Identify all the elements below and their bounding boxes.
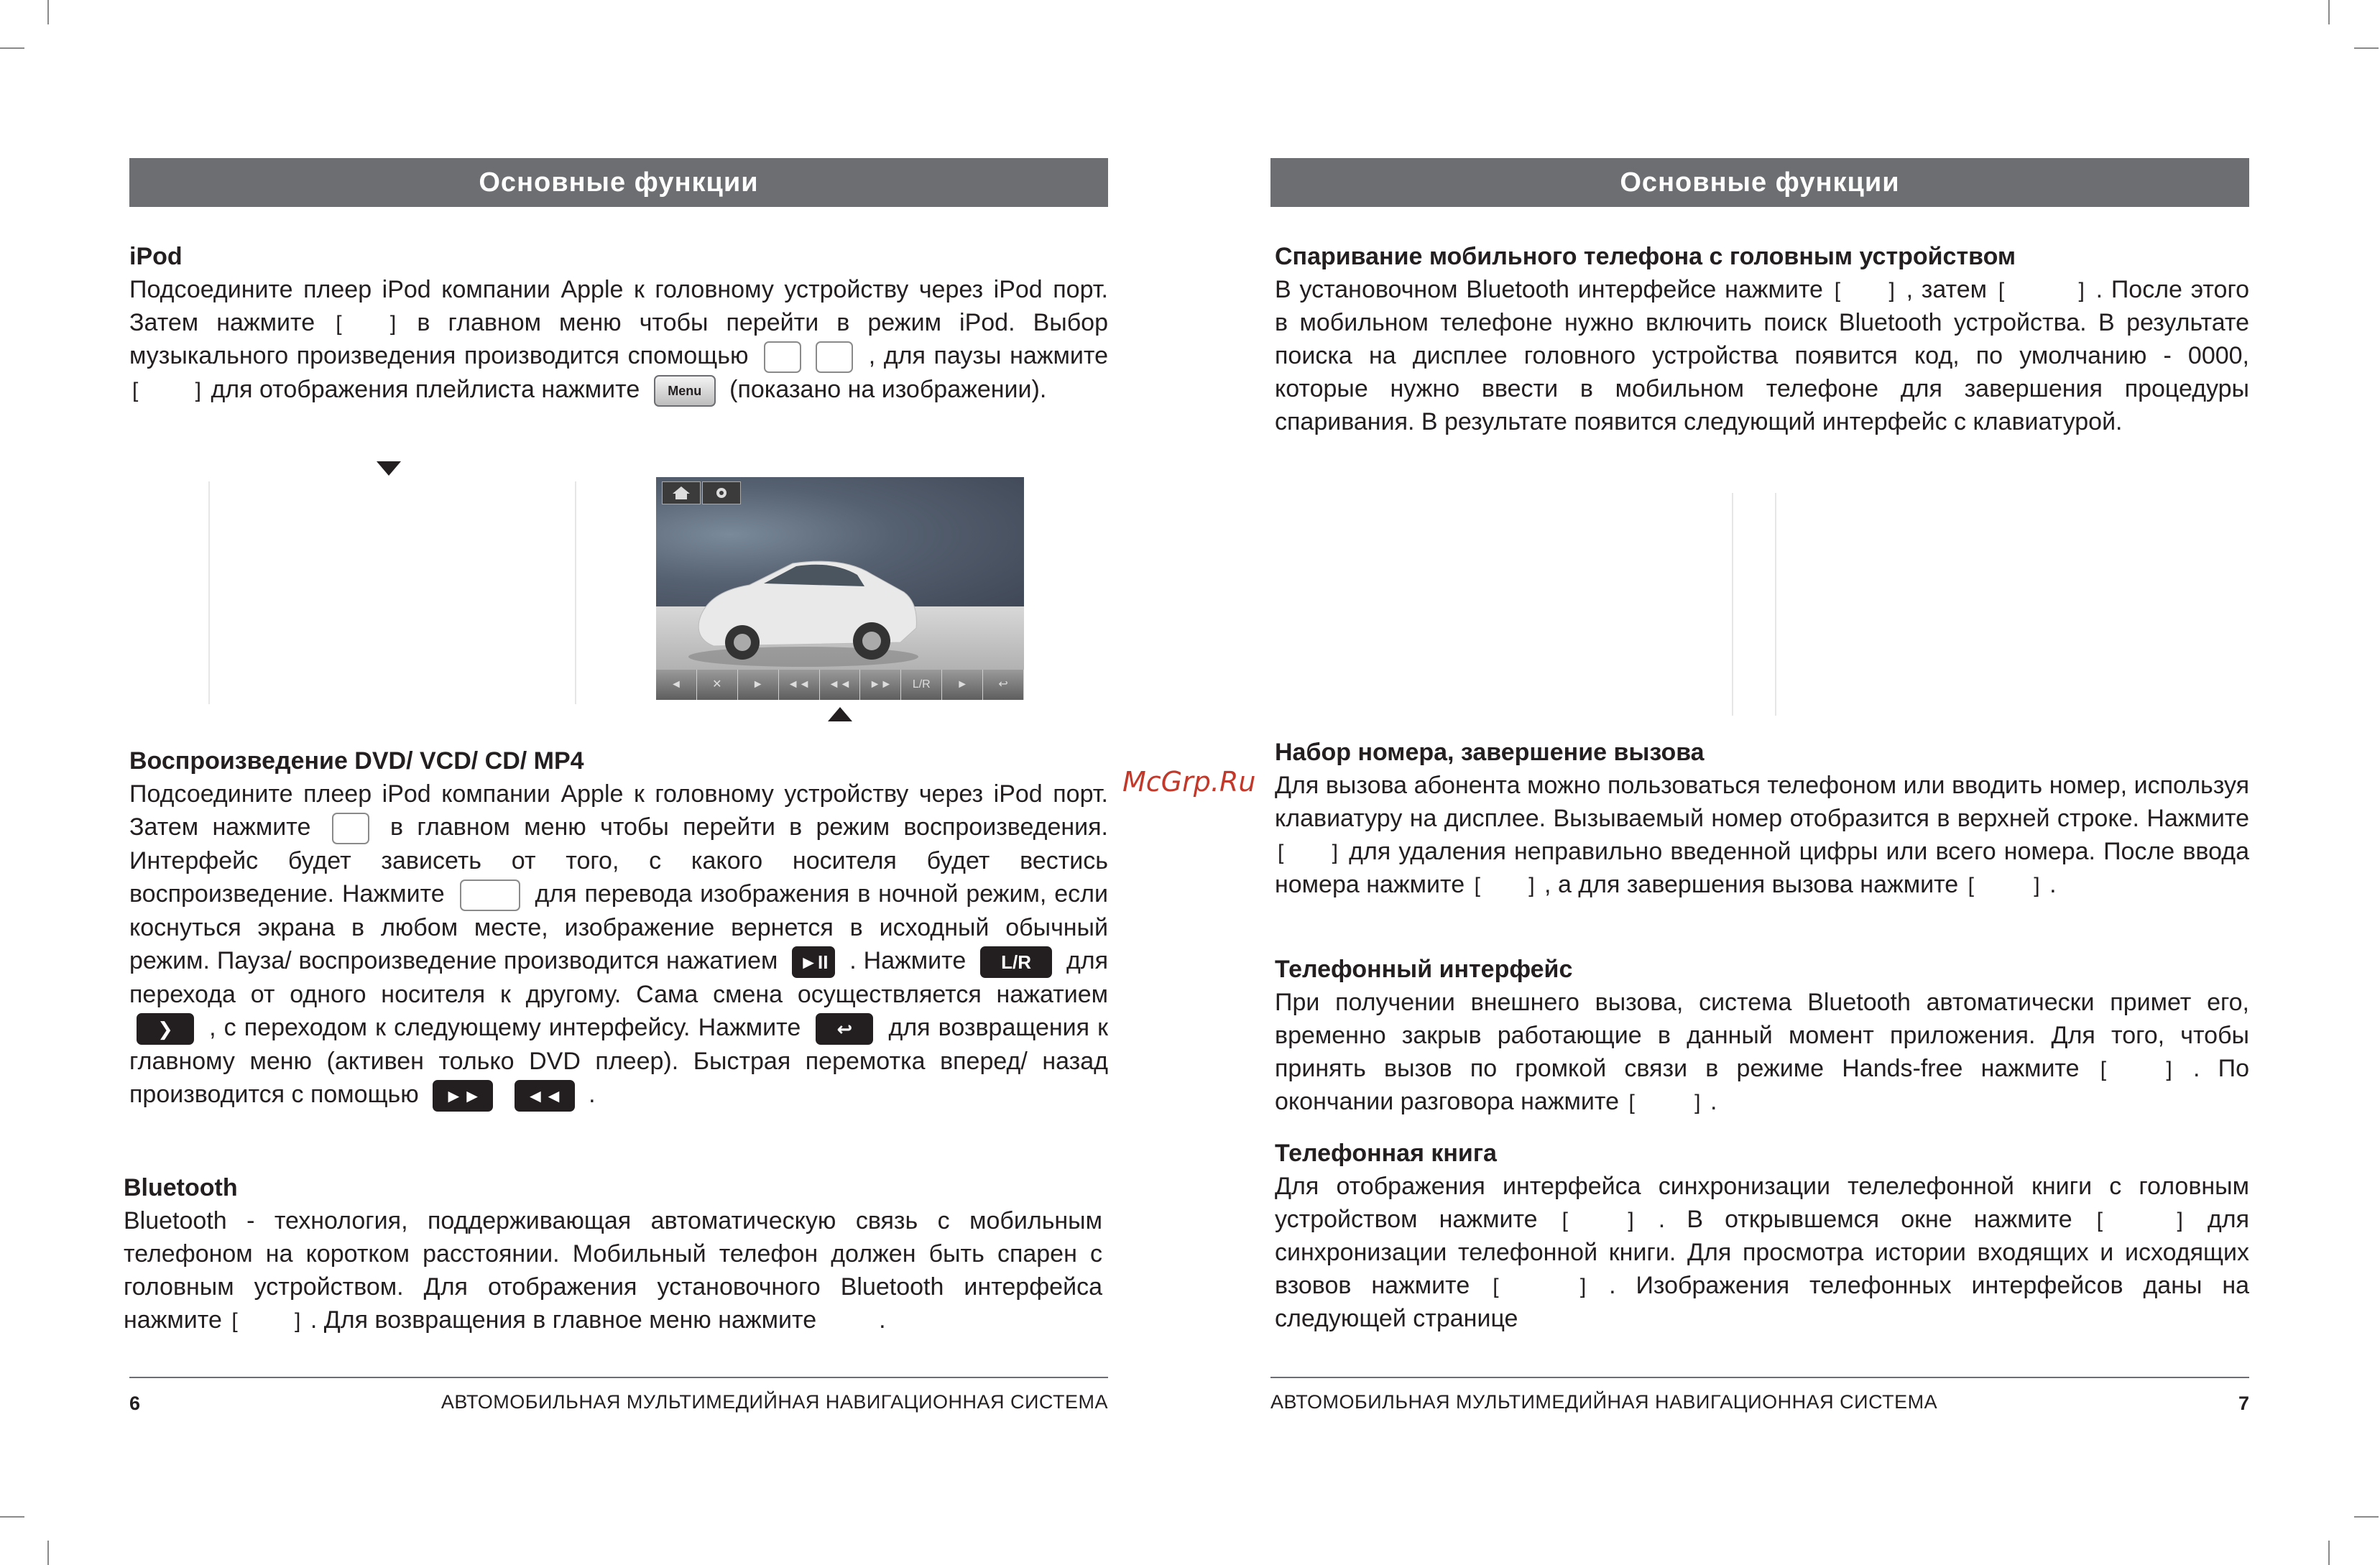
toolbar-button: ↩ bbox=[983, 670, 1024, 700]
next-key-icon: ❯ bbox=[137, 1013, 194, 1045]
text-run: . В открывшемся окне нажмите bbox=[1658, 1206, 2072, 1233]
crop-mark bbox=[2328, 0, 2330, 24]
divider bbox=[208, 481, 210, 704]
bluetooth-title: Bluetooth bbox=[124, 1174, 238, 1201]
text-run: Подсоедините плеер iPod компании Apple к головному устройству через iPod порт. Затем нажмите bbox=[129, 276, 1108, 336]
divider bbox=[575, 481, 576, 704]
ipod-title: iPod bbox=[129, 243, 183, 270]
toolbar-button: ►► bbox=[860, 670, 901, 700]
text-run: . bbox=[1710, 1088, 1717, 1115]
dvd-title: Воспроизведение DVD/ VCD/ CD/ MP4 bbox=[129, 747, 584, 775]
next-track-key-icon bbox=[816, 341, 853, 373]
section-header: Основные функции bbox=[1270, 158, 2249, 207]
text-run: . Нажмите bbox=[849, 947, 967, 975]
watermark: McGrp.Ru bbox=[1122, 766, 1256, 798]
footer-title: АВТОМОБИЛЬНАЯ МУЛЬТИМЕДИЙНАЯ НАВИГАЦИОННАЯ СИСТЕМА bbox=[441, 1391, 1108, 1413]
phonebook-title: Телефонная книга bbox=[1275, 1140, 1497, 1167]
toolbar-button: ✕ bbox=[697, 670, 738, 700]
toolbar-button: ► bbox=[738, 670, 779, 700]
player-screenshot bbox=[656, 477, 1024, 700]
button-placeholder: [ ] bbox=[2100, 1058, 2172, 1082]
text-run: . bbox=[589, 1081, 596, 1109]
phone-ui-text bbox=[1275, 986, 2249, 1118]
text-run: для удаления неправильно введенной цифры или всего номера. После ввода номера нажмите bbox=[1275, 838, 2249, 898]
arrow-up-icon bbox=[828, 707, 852, 721]
text-run: для перехода от одного носителя к другому. Сама смена осуществляется нажатием bbox=[129, 947, 1109, 1009]
page-number: 6 bbox=[129, 1393, 141, 1414]
footer-rule bbox=[129, 1377, 1108, 1378]
divider bbox=[1732, 493, 1733, 716]
crop-mark bbox=[0, 1516, 24, 1518]
toolbar-button: ► bbox=[942, 670, 983, 700]
bluetooth-text bbox=[124, 1204, 1102, 1337]
crop-mark bbox=[2354, 47, 2379, 49]
home-icon bbox=[662, 481, 701, 504]
text-run: . bbox=[2049, 871, 2057, 898]
button-placeholder: [ ] bbox=[1998, 279, 2085, 303]
text-run: . bbox=[879, 1306, 886, 1334]
lr-key-icon: L/R bbox=[980, 946, 1052, 978]
button-placeholder: [ ] bbox=[1493, 1275, 1587, 1299]
pairing-title: Спаривание мобильного телефона с головным устройством bbox=[1275, 243, 2016, 270]
button-placeholder: [ ] bbox=[1474, 874, 1535, 898]
toolbar-button: L/R bbox=[901, 670, 942, 700]
text-run: , а для завершения вызова нажмите bbox=[1544, 871, 1959, 898]
button-placeholder bbox=[826, 1308, 870, 1334]
crop-mark bbox=[47, 0, 49, 24]
toolbar-button: ◄◄ bbox=[779, 670, 820, 700]
crop-mark bbox=[47, 1541, 49, 1565]
page-number: 7 bbox=[2238, 1393, 2249, 1414]
menu-key-icon: Menu bbox=[654, 375, 716, 407]
ipod-text bbox=[129, 273, 1108, 407]
section-header: Основные функции bbox=[129, 158, 1108, 207]
right-page bbox=[1270, 0, 2249, 1565]
dvd-section bbox=[129, 744, 1108, 1112]
button-placeholder: [ ] bbox=[132, 379, 201, 403]
dial-text bbox=[1275, 769, 2249, 901]
back-key-icon: ↩ bbox=[816, 1013, 873, 1045]
play-pause-key-icon: ►II bbox=[792, 946, 835, 978]
phonebook-section bbox=[1275, 1137, 2249, 1335]
divider bbox=[1775, 493, 1776, 716]
pairing-text bbox=[1275, 273, 2249, 438]
footer-rule bbox=[1270, 1377, 2249, 1378]
text-run: В установочном Bluetooth интерфейсе нажмите bbox=[1275, 276, 1823, 303]
dvd-key-icon bbox=[332, 813, 369, 844]
arrow-down-icon bbox=[377, 461, 401, 476]
crop-mark bbox=[2354, 1516, 2379, 1518]
crop-mark bbox=[2328, 1541, 2330, 1565]
text-run: для возвращения к главному меню (активен только DVD плеер). Быстрая перемотка вперед/ назад производится с помощью bbox=[129, 1014, 1109, 1109]
button-placeholder: [ ] bbox=[1968, 874, 2040, 898]
text-run: При получении внешнего вызова, система Bluetooth автоматически примет его, временно закрыв работающие в данный момент приложения. Для того, чтобы принять вызов по громкой связи в режиме Hands-free нажмите bbox=[1275, 989, 2249, 1082]
text-run: Для вызова абонента можно пользоваться телефоном или вводить номер, используя клавиатуру на дисплее. Вызываемый номер отобразится в верхней строке. Нажмите bbox=[1275, 772, 2249, 832]
player-toolbar bbox=[656, 670, 1024, 700]
text-run: Для отображения интерфейса синхронизации телелефонной книги с головным устройством нажмите bbox=[1275, 1173, 2249, 1233]
dial-title: Набор номера, завершение вызова bbox=[1275, 739, 1705, 766]
rewind-key-icon: ◄◄ bbox=[515, 1080, 575, 1112]
text-run: . Изображения телефонных интерфейсов даны на следующей странице bbox=[1275, 1272, 2250, 1332]
text-run: в главном меню чтобы перейти в режим воспроизведения. Интерфейс будет зависеть от того, с какого носителя будет вестись воспроизведение. Нажмите bbox=[129, 813, 1108, 908]
text-run: (показано на изображении). bbox=[729, 376, 1047, 404]
left-page bbox=[124, 0, 1109, 1565]
phone-ui-section bbox=[1275, 953, 2249, 1118]
footer-title: АВТОМОБИЛЬНАЯ МУЛЬТИМЕДИЙНАЯ НАВИГАЦИОННАЯ СИСТЕМА bbox=[1270, 1391, 1938, 1413]
phone-ui-title: Телефонный интерфейс bbox=[1275, 956, 1573, 983]
bluetooth-section bbox=[124, 1171, 1102, 1337]
button-placeholder: [ ] bbox=[1834, 279, 1895, 303]
text-run: для перевода изображения в ночной режим, если коснуться экрана в любом месте, изображение вернется в исходный обычный режим. Пауза/ воспроизведение производится нажатием bbox=[129, 880, 1108, 975]
button-placeholder: [ ] bbox=[2096, 1209, 2183, 1233]
text-run: , с переходом к следующему интерфейсу. Нажмите bbox=[209, 1014, 801, 1042]
dial-section bbox=[1275, 736, 2249, 901]
text-run: . По окончании разговора нажмите bbox=[1275, 1055, 2249, 1115]
button-placeholder: [ ] bbox=[1628, 1091, 1701, 1115]
pairing-section bbox=[1275, 240, 2249, 438]
button-placeholder: [ ] bbox=[336, 312, 397, 336]
text-run: в главном меню чтобы перейти в режим iPod. Выбор музыкального произведения производится спомощью bbox=[129, 309, 1108, 369]
button-placeholder: [ ] bbox=[231, 1309, 301, 1334]
phonebook-text bbox=[1275, 1170, 2249, 1335]
car-image-icon bbox=[685, 535, 922, 671]
button-placeholder: [ ] bbox=[1278, 841, 1338, 865]
text-run: для отображения плейлиста нажмите bbox=[211, 376, 640, 404]
dvd-text bbox=[129, 777, 1108, 1112]
text-run: , затем bbox=[1906, 276, 1988, 303]
text-run: Bluetooth - технология, поддерживающая автоматическую связь с мобильным телефоном на коротком расстоянии. Мобильный телефон должен быть спарен с головным устройством. Для отображения установочного Bluetooth интерфейса нажмите bbox=[124, 1207, 1102, 1334]
text-run: Подсоедините плеер iPod компании Apple к головному устройству через iPod порт. Затем нажмите bbox=[129, 780, 1108, 841]
text-run: для синхронизации телефонной книги. Для просмотра истории входящих и исходящих взовов нажмите bbox=[1275, 1206, 2249, 1299]
toolbar-button: ◄ bbox=[656, 670, 697, 700]
text-run: . Для возвращения в главное меню нажмите bbox=[310, 1306, 817, 1334]
button-placeholder: [ ] bbox=[1562, 1209, 1634, 1233]
crop-mark bbox=[0, 47, 24, 49]
ipod-section bbox=[129, 240, 1108, 407]
settings-icon bbox=[702, 481, 741, 504]
fast-forward-key-icon: ►► bbox=[433, 1080, 493, 1112]
text-run: , для паузы нажмите bbox=[868, 342, 1108, 369]
night-mode-key-icon bbox=[460, 880, 520, 911]
text-run: . После этого в мобильном телефоне нужно включить поиск Bluetooth устройства. В результате поиска на дисплее головного устройства появится код, по умолчанию - 0000, которые нужно ввести в мобильном телефоне для завершения процедуры спаривания. В результате появится следующий интерфейс с клавиатурой. bbox=[1275, 276, 2250, 435]
prev-track-key-icon bbox=[764, 341, 801, 373]
toolbar-button: ◄◄ bbox=[820, 670, 861, 700]
